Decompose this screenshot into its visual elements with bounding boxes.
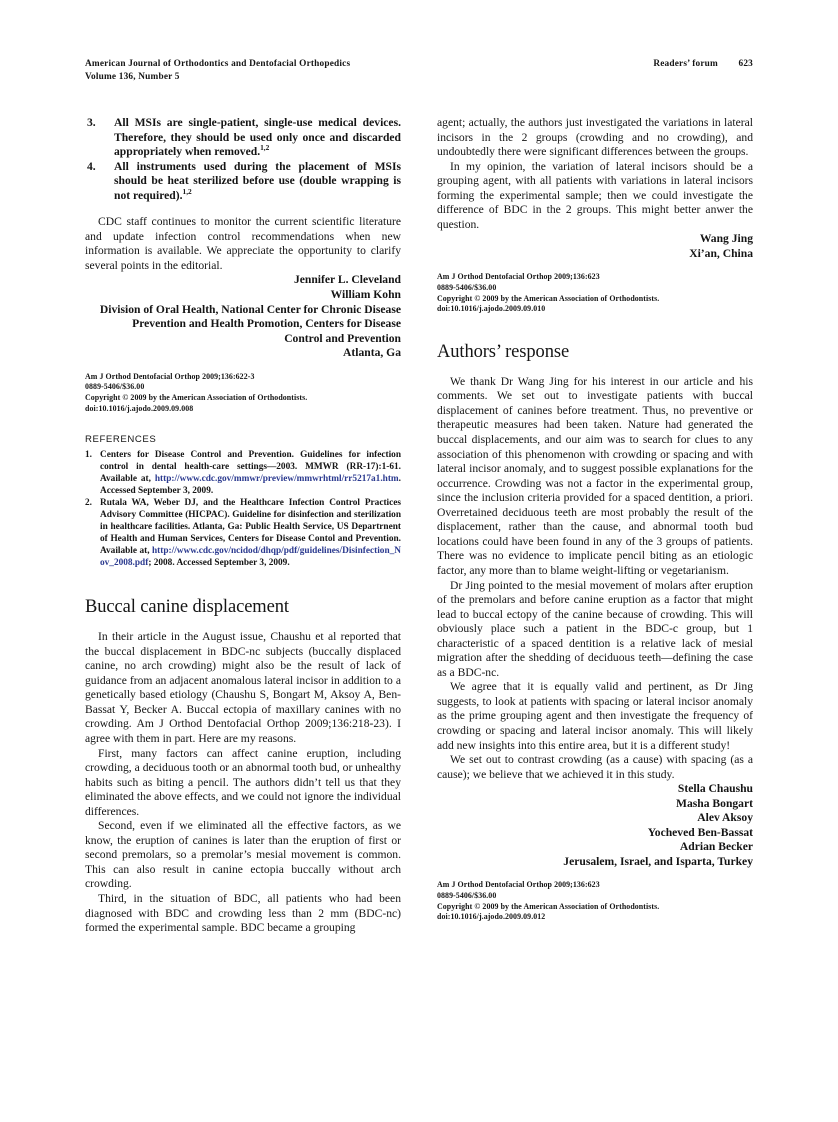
body-paragraph: Third, in the situation of BDC, all patients who had been diagnosed with BDC and crowding less than 2 mm (BDC-nc) formed the experimental sample. BDC became a grouping <box>85 892 401 935</box>
body-paragraph: We set out to contrast crowding (as a cause) with spacing (as a cause); we believe that we achieved it in this study. <box>437 753 753 781</box>
colophon-citation: Am J Orthod Dentofacial Orthop 2009;136:623 <box>437 272 600 282</box>
spacer <box>85 570 401 596</box>
spacer <box>85 203 401 215</box>
list-item-text: All instruments used during the placement of MSIs should be heat sterilized before use (double wrapping is not required). <box>114 159 401 202</box>
letter-colophon <box>85 372 401 414</box>
response-title: Authors’ response <box>437 341 570 362</box>
response-colophon <box>437 880 753 922</box>
page-number: 623 <box>738 59 753 69</box>
references-list <box>85 450 401 570</box>
letter-signature <box>437 232 753 261</box>
reference-access-note: . Accessed September 3, 2009. <box>100 473 401 496</box>
signature-line: Division of Oral Health, National Center for Chronic Disease <box>99 302 401 316</box>
reference-text: Centers for Disease Control and Prevention. Guidelines for infection control in dental health-care settings—2003. MMWR (RR-17):1-61. Available at, <box>100 450 401 484</box>
reference-mark: 1,2 <box>260 143 270 153</box>
body-paragraph: Second, even if we eliminated all the effective factors, as we know, the eruption of canines is later than the eruption of first or second premolars, so a premolar’s mesial movement is common. This can also result in canine ectopia buccally without arch crowding. <box>85 819 401 891</box>
list-item-text: All MSIs are single-patient, single-use medical devices. Therefore, they should be used only once and discarded appropriately when removed. <box>114 116 401 159</box>
signature-line: Jennifer L. Cleveland <box>293 273 401 287</box>
spacer <box>437 315 753 341</box>
list-item <box>85 116 401 160</box>
colophon-issn: 0889-5406/$36.00 <box>85 382 145 392</box>
signature-line: Wang Jing <box>699 232 753 246</box>
body-paragraph: In my opinion, the variation of lateral incisors should be a grouping agent, with all patients with variations in lateral incisors forming the experimental sample; then we could investigate the difference of BDC in the 2 groups. This might better anwer the question. <box>437 159 753 231</box>
colophon-citation: Am J Orthod Dentofacial Orthop 2009;136:622-3 <box>85 371 255 381</box>
body-paragraph: In their article in the August issue, Chaushu et al reported that the buccal displacement in BDC-nc subjects (buccally displaced canine, no arch crowding) might also be the result of lack of guidance from an adjacent anomalous lateral incisor in addition to a genetically based etiology (Chaushu S, Bongart M, Aksoy A, Ben-Bassat Y, Becker A. Buccal ectopia of maxillary canines with no crowding. Am J Orthod Dentofacial Orthop 2009;136:218-23). I agree with them in part. Here are my reasons. <box>85 630 401 746</box>
list-item-number: 3. <box>87 116 96 129</box>
signature-line: Control and Prevention <box>284 331 401 345</box>
references-heading: REFERENCES <box>85 434 157 446</box>
left-column <box>85 116 401 936</box>
colophon-copyright: Copyright © 2009 by the American Association of Orthodontists. <box>437 901 660 911</box>
colophon-copyright: Copyright © 2009 by the American Association of Orthodontists. <box>85 392 308 402</box>
two-column-body <box>85 116 753 936</box>
article-title: Buccal canine displacement <box>85 597 289 618</box>
body-paragraph: We thank Dr Wang Jing for his interest in our article and his comments. We set out to investigate patients with buccal displacement of canines before treatment. Thus, no preventive or therapeutic measures had been taken. Nature had generated the buccal displacements, and our aim was to search for clues to any association of this phenomenon with crowding or spacing and with lateral incisor anomaly, and to suggest possible explanations for the occurrence. Crowding was not a factor in the experimental group, since the inclusion criteria provided for a spaced dentition, a priori. Overretained deciduous teeth are most probably the result of the displacement, rather than the cause, and abnormal tooth bud locations could have been found in any of the 3 groups of patients. There was no evidence to implicate pencil biting as an etiologic factor, any more than to blame weight-lifting or vegetarianism. <box>437 374 753 577</box>
signature-line: Xi’an, China <box>689 246 753 260</box>
letter-signature <box>85 273 401 360</box>
body-paragraph: First, many factors can affect canine eruption, including crowding, a deciduous tooth or an abnormal tooth bud, or unhealthy habits such as biting a pencil. The authors didn’t tell us that they eliminated the above effects, and we could not ignore the individual differences. <box>85 746 401 818</box>
reference-access-note: ; 2008. Accessed September 3, 2009. <box>148 557 290 568</box>
body-paragraph: Dr Jing pointed to the mesial movement of molars after eruption of the premolars and before canine eruption as a factor that might lead to buccal ectopy of the canine because of crowding. This will obviously place such a patient in the BDC-c group, but 1 characteristic of a spaced dentition is a relative lack of mesial migration after the shedding of deciduous teeth—defining the case as a BDC-nc. <box>437 578 753 679</box>
signature-line: Masha Bongart <box>676 796 753 810</box>
running-head <box>85 58 753 84</box>
spacer <box>437 363 753 375</box>
response-signature <box>437 782 753 869</box>
reference-link[interactable]: http://www.cdc.gov/ncidod/dhqp/pdf/guidelines/Disinfection_Nov_2008.pdf <box>100 545 401 568</box>
journal-name: American Journal of Orthodontics and Dentofacial Orthopedics <box>85 59 351 69</box>
reference-item <box>85 498 401 569</box>
body-paragraph: agent; actually, the authors just investigated the variations in lateral incisors in the 2 groups (crowding and no crowding), and undoubtedly there were significant differences between the groups. <box>437 116 753 159</box>
colophon-copyright: Copyright © 2009 by the American Association of Orthodontists. <box>437 293 660 303</box>
colophon-issn: 0889-5406/$36.00 <box>437 891 497 901</box>
signature-line: Adrian Becker <box>679 840 753 854</box>
right-column <box>437 116 753 936</box>
spacer <box>85 618 401 630</box>
colophon-issn: 0889-5406/$36.00 <box>437 283 497 293</box>
volume-issue: Volume 136, Number 5 <box>85 72 180 83</box>
numbered-list <box>85 116 401 203</box>
reference-link[interactable]: http://www.cdc.gov/mmwr/preview/mmwrhtml/rr5217a1.htm <box>154 473 399 484</box>
signature-line: Stella Chaushu <box>677 782 753 796</box>
reference-number: 2. <box>85 498 92 509</box>
reference-item <box>85 450 401 498</box>
body-paragraph: We agree that it is equally valid and pertinent, as Dr Jing suggests, to look at patients with spacing or lateral incisor anomaly as the prime grouping agent and then investigate the frequency of crowding or spacing and lateral incisor anomaly. This will likely add new insights into this entire area, but it is a different study! <box>437 680 753 752</box>
reference-mark: 1,2 <box>182 186 192 196</box>
list-item <box>85 160 401 204</box>
signature-line: Alev Aksoy <box>697 811 753 825</box>
colophon-citation: Am J Orthod Dentofacial Orthop 2009;136:623 <box>437 880 600 890</box>
signature-line: Jerusalem, Israel, and Isparta, Turkey <box>563 854 753 868</box>
reference-text: Rutala WA, Weber DJ, and the Healthcare Infection Control Practices Advisory Committee (HICPAC). Guideline for disinfection and sterilization in healthcare facilities. Atlanta, Ga: Public Health Service, US Departrnent of Health and Human Services, Centers for Disease Contol and Prevention. Available at, <box>100 498 401 556</box>
colophon-doi: doi:10.1016/j.ajodo.2009.09.012 <box>437 912 546 922</box>
section-name: Readers’ forum <box>653 59 718 69</box>
signature-line: William Kohn <box>330 288 401 302</box>
reference-number: 1. <box>85 450 92 461</box>
signature-line: Prevention and Health Promotion, Centers for Disease <box>132 317 401 331</box>
colophon-doi: doi:10.1016/j.ajodo.2009.09.008 <box>85 403 194 413</box>
signature-line: Yocheved Ben-Bassat <box>647 825 753 839</box>
colophon-doi: doi:10.1016/j.ajodo.2009.09.010 <box>437 304 546 314</box>
closing-paragraph: CDC staff continues to monitor the current scientific literature and update infection control recommendations when new information is available. We appreciate the opportunity to clarify several points in the editorial. <box>85 215 401 272</box>
letter-colophon <box>437 272 753 314</box>
spacer <box>85 414 401 434</box>
list-item-number: 4. <box>87 159 96 173</box>
signature-line: Atlanta, Ga <box>343 346 401 360</box>
